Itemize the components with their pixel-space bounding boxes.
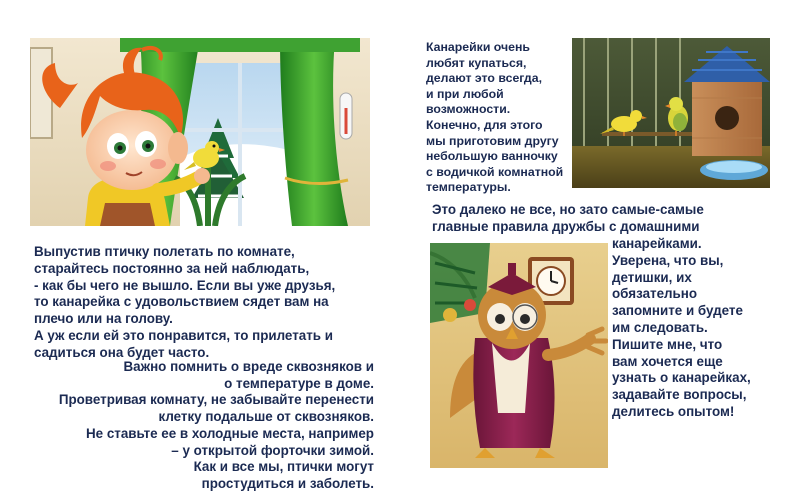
text-line: простудиться и заболеть. <box>201 475 374 491</box>
water-bath <box>700 160 768 180</box>
text-line: старайтесь постоянно за ней наблюдать, <box>34 260 310 276</box>
text-line: возможности. <box>426 102 511 117</box>
owl-scene <box>430 243 608 468</box>
text-line: любят купаться, <box>426 55 527 70</box>
text-line: температуры. <box>426 180 511 195</box>
text-line: садиться она будет часто. <box>34 344 210 360</box>
rules-intro <box>432 202 704 236</box>
text-line: Выпустив птичку полетать по комнате, <box>34 244 295 259</box>
illustration-owl <box>430 243 608 468</box>
text-line: главные правила дружбы с домашними <box>432 218 700 234</box>
text-line: - как бы чего не вышло. Если вы уже друзья, <box>34 277 336 293</box>
text-line: с водичкой комнатной <box>426 164 564 179</box>
text-line: – у открытой форточки зимой. <box>171 442 374 458</box>
text-line: вам хочется еще <box>612 353 723 369</box>
text-line: узнать о канарейках, <box>612 370 751 386</box>
text-line: детишки, их <box>612 269 692 285</box>
text-line: Пишите мне, что <box>612 336 723 352</box>
cage-scene <box>572 38 770 188</box>
text-line: Важно помнить о вреде сквозняков и <box>123 359 374 374</box>
text-line: мы приготовим другу <box>426 133 559 148</box>
text-line: делитесь опытом! <box>612 403 735 419</box>
let-fly-paragraph <box>34 244 335 362</box>
text-line: Не ставьте ее в холодные места, например <box>86 425 374 441</box>
illustration-canaries-in-cage <box>572 38 770 188</box>
text-line: о температуре в доме. <box>224 375 374 391</box>
text-line: плечо или на голову. <box>34 311 173 327</box>
rules-outro <box>612 236 751 421</box>
text-line: Проветривая комнату, не забывайте перенести <box>58 392 374 408</box>
text-line: клетку подальше от сквозняков. <box>158 409 374 425</box>
text-line: канарейками. <box>612 236 702 251</box>
boy-scene <box>30 38 370 226</box>
text-line: Конечно, для этого <box>426 117 543 132</box>
text-line: Это далеко не все, но зато самые-самые <box>432 202 704 217</box>
text-line: им следовать. <box>612 319 708 335</box>
canary-bath-text <box>426 40 563 196</box>
illustration-boy-with-canary <box>30 38 370 226</box>
text-line: запомните и будете <box>612 303 743 319</box>
drafts-paragraph <box>30 359 374 493</box>
text-line: то канарейка с удовольствием сядет вам на <box>34 294 329 310</box>
text-line: небольшую ванночку <box>426 149 558 164</box>
text-line: и при любой <box>426 86 504 101</box>
text-line: А уж если ей это понравится, то прилетать и <box>34 327 333 343</box>
text-line: Канарейки очень <box>426 40 530 54</box>
text-line: Уверена, что вы, <box>612 252 724 268</box>
text-line: Как и все мы, птички могут <box>193 459 374 475</box>
text-line: задавайте вопросы, <box>612 387 747 403</box>
text-line: обязательно <box>612 286 698 302</box>
text-line: делают это всегда, <box>426 71 542 86</box>
